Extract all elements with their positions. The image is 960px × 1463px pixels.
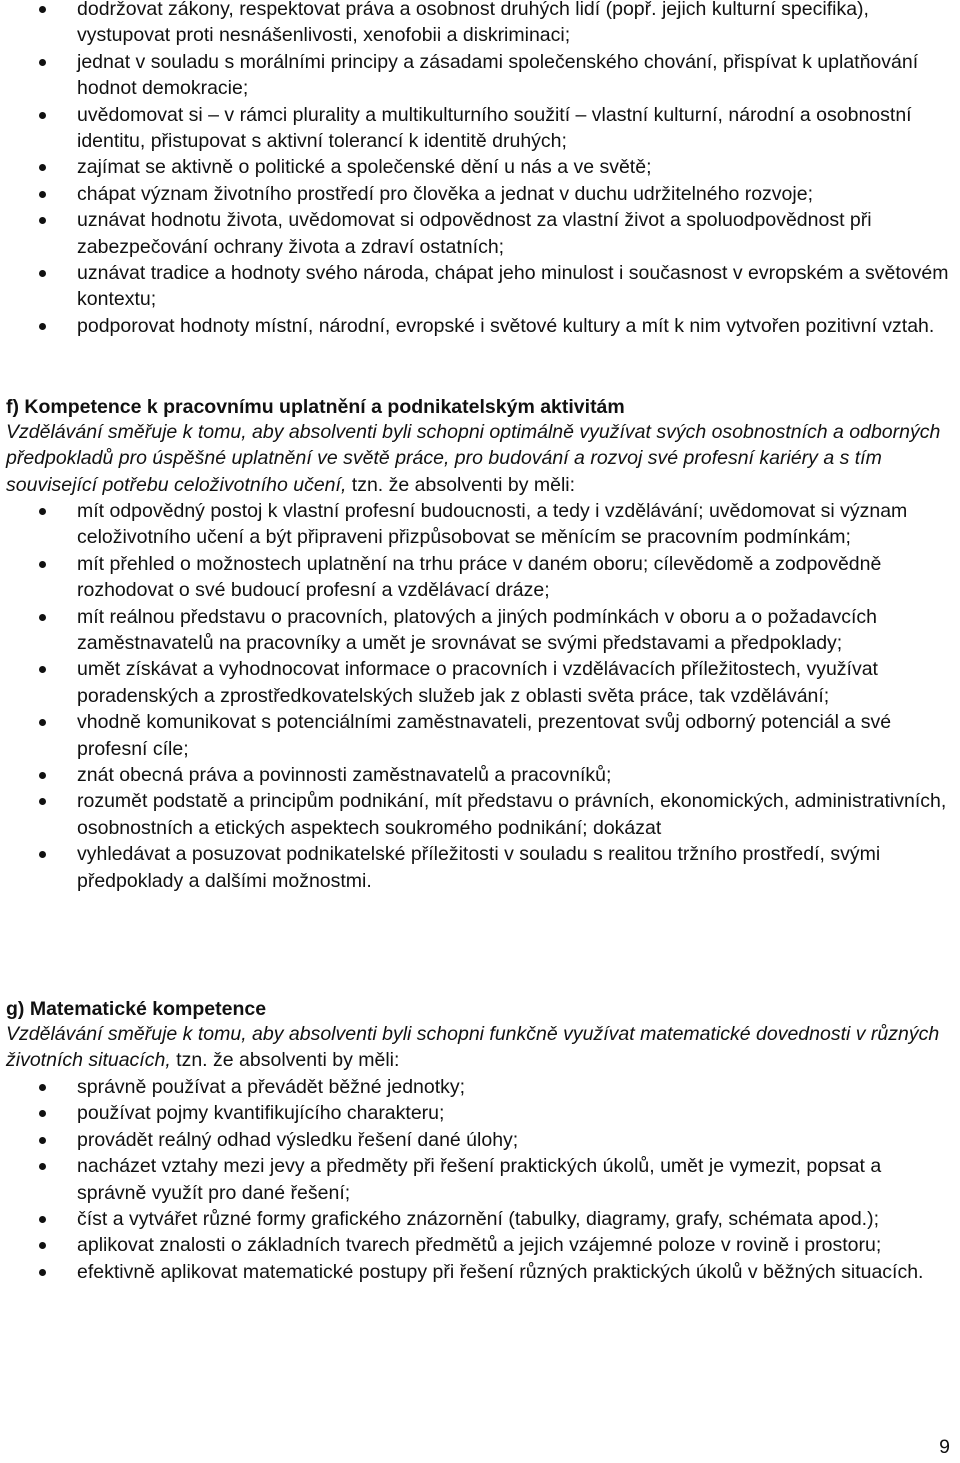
- page-number: 9: [939, 1436, 950, 1458]
- section-f-list: [0, 498, 960, 894]
- list-item: mít přehled o možnostech uplatnění na trhu práce v daném oboru; cílevědomě a zodpovědně rozhodovat o své budoucí profesní a vzdělávací dráze;: [0, 551, 960, 604]
- section-g-list: [0, 1074, 960, 1285]
- list-item: podporovat hodnoty místní, národní, evropské i světové kultury a mít k nim vytvořen pozitivní vztah.: [0, 313, 960, 339]
- competence-list-top: [0, 0, 960, 339]
- list-item: znát obecná práva a povinnosti zaměstnavatelů a pracovníků;: [0, 762, 960, 788]
- list-item: aplikovat znalosti o základních tvarech předmětů a jejich vzájemné poloze v rovině i prostoru;: [0, 1232, 960, 1258]
- list-item: mít odpovědný postoj k vlastní profesní budoucnosti, a tedy i vzdělávání; uvědomovat si význam celoživotního učení a být připraveni přizpůsobovat se měnícím se pracovním podmínkám;: [0, 498, 960, 551]
- section-g-intro-italic: Vzdělávání směřuje k tomu, aby absolventi byli schopni funkčně využívat matematické dovednosti v různých životních situacích,: [6, 1023, 940, 1072]
- list-item: dodržovat zákony, respektovat práva a osobnost druhých lidí (popř. jejich kulturní specifika), vystupovat proti nesnášenlivosti, xenofobii a diskriminaci;: [0, 0, 960, 49]
- list-item: vyhledávat a posuzovat podnikatelské příležitosti v souladu s realitou tržního prostředí, svými předpoklady a dalšími možnostmi.: [0, 841, 960, 894]
- list-item: chápat význam životního prostředí pro člověka a jednat v duchu udržitelného rozvoje;: [0, 181, 960, 207]
- list-item: uznávat hodnotu života, uvědomovat si odpovědnost za vlastní život a spoluodpovědnost při zabezpečování ochrany života a zdraví ostatních;: [0, 207, 960, 260]
- list-item: vhodně komunikovat s potenciálními zaměstnavateli, prezentovat svůj odborný potenciál a své profesní cíle;: [0, 709, 960, 762]
- section-g-heading: g) Matematické kompetence: [6, 998, 267, 1020]
- list-item: zajímat se aktivně o politické a společenské dění u nás a ve světě;: [0, 154, 960, 180]
- list-item: používat pojmy kvantifikujícího charakteru;: [0, 1100, 960, 1126]
- list-item: mít reálnou představu o pracovních, platových a jiných podmínkách v oboru a o požadavcích zaměstnavatelů na pracovníky a umět je srovnávat se svými představami a předpoklady;: [0, 604, 960, 657]
- section-f-heading: f) Kompetence k pracovnímu uplatnění a podnikatelským aktivitám: [6, 396, 625, 418]
- list-item: uznávat tradice a hodnoty svého národa, chápat jeho minulost i současnost v evropském a světovém kontextu;: [0, 260, 960, 313]
- section-f-intro-rest: tzn. že absolventi by měli:: [346, 473, 576, 496]
- section-f-intro-italic: Vzdělávání směřuje k tomu, aby absolventi byli schopni optimálně využívat svých osobnostních a odborných předpokladů pro úspěšné uplatnění ve světě práce, pro budování a rozvoj své profesní kariéry a s tím související potřebu celoživotního učení,: [6, 421, 941, 496]
- list-item: umět získávat a vyhodnocovat informace o pracovních i vzdělávacích příležitostech, využívat poradenských a zprostředkovatelských služeb jak z oblasti světa práce, tak vzdělávání;: [0, 656, 960, 709]
- list-item: rozumět podstatě a principům podnikání, mít představu o právních, ekonomických, administrativních, osobnostních a etických aspektech soukromého podnikání; dokázat: [0, 788, 960, 841]
- list-item: efektivně aplikovat matematické postupy při řešení různých praktických úkolů v běžných situacích.: [0, 1259, 960, 1285]
- section-f-intro: [0, 419, 960, 498]
- list-item: nacházet vztahy mezi jevy a předměty při řešení praktických úkolů, umět je vymezit, popsat a správně využít pro dané řešení;: [0, 1153, 960, 1206]
- list-item: uvědomovat si – v rámci plurality a multikulturního soužití – vlastní kulturní, národní a osobnostní identitu, přistupovat s aktivní tolerancí k identitě druhých;: [0, 102, 960, 155]
- list-item: správně používat a převádět běžné jednotky;: [0, 1074, 960, 1100]
- section-g-intro-rest: tzn. že absolventi by měli:: [170, 1049, 400, 1072]
- list-item: číst a vytvářet různé formy grafického znázornění (tabulky, diagramy, grafy, schémata apod.);: [0, 1206, 960, 1232]
- section-g-intro: [0, 1021, 960, 1074]
- list-item: jednat v souladu s morálními principy a zásadami společenského chování, přispívat k uplatňování hodnot demokracie;: [0, 49, 960, 102]
- list-item: provádět reálný odhad výsledku řešení dané úlohy;: [0, 1127, 960, 1153]
